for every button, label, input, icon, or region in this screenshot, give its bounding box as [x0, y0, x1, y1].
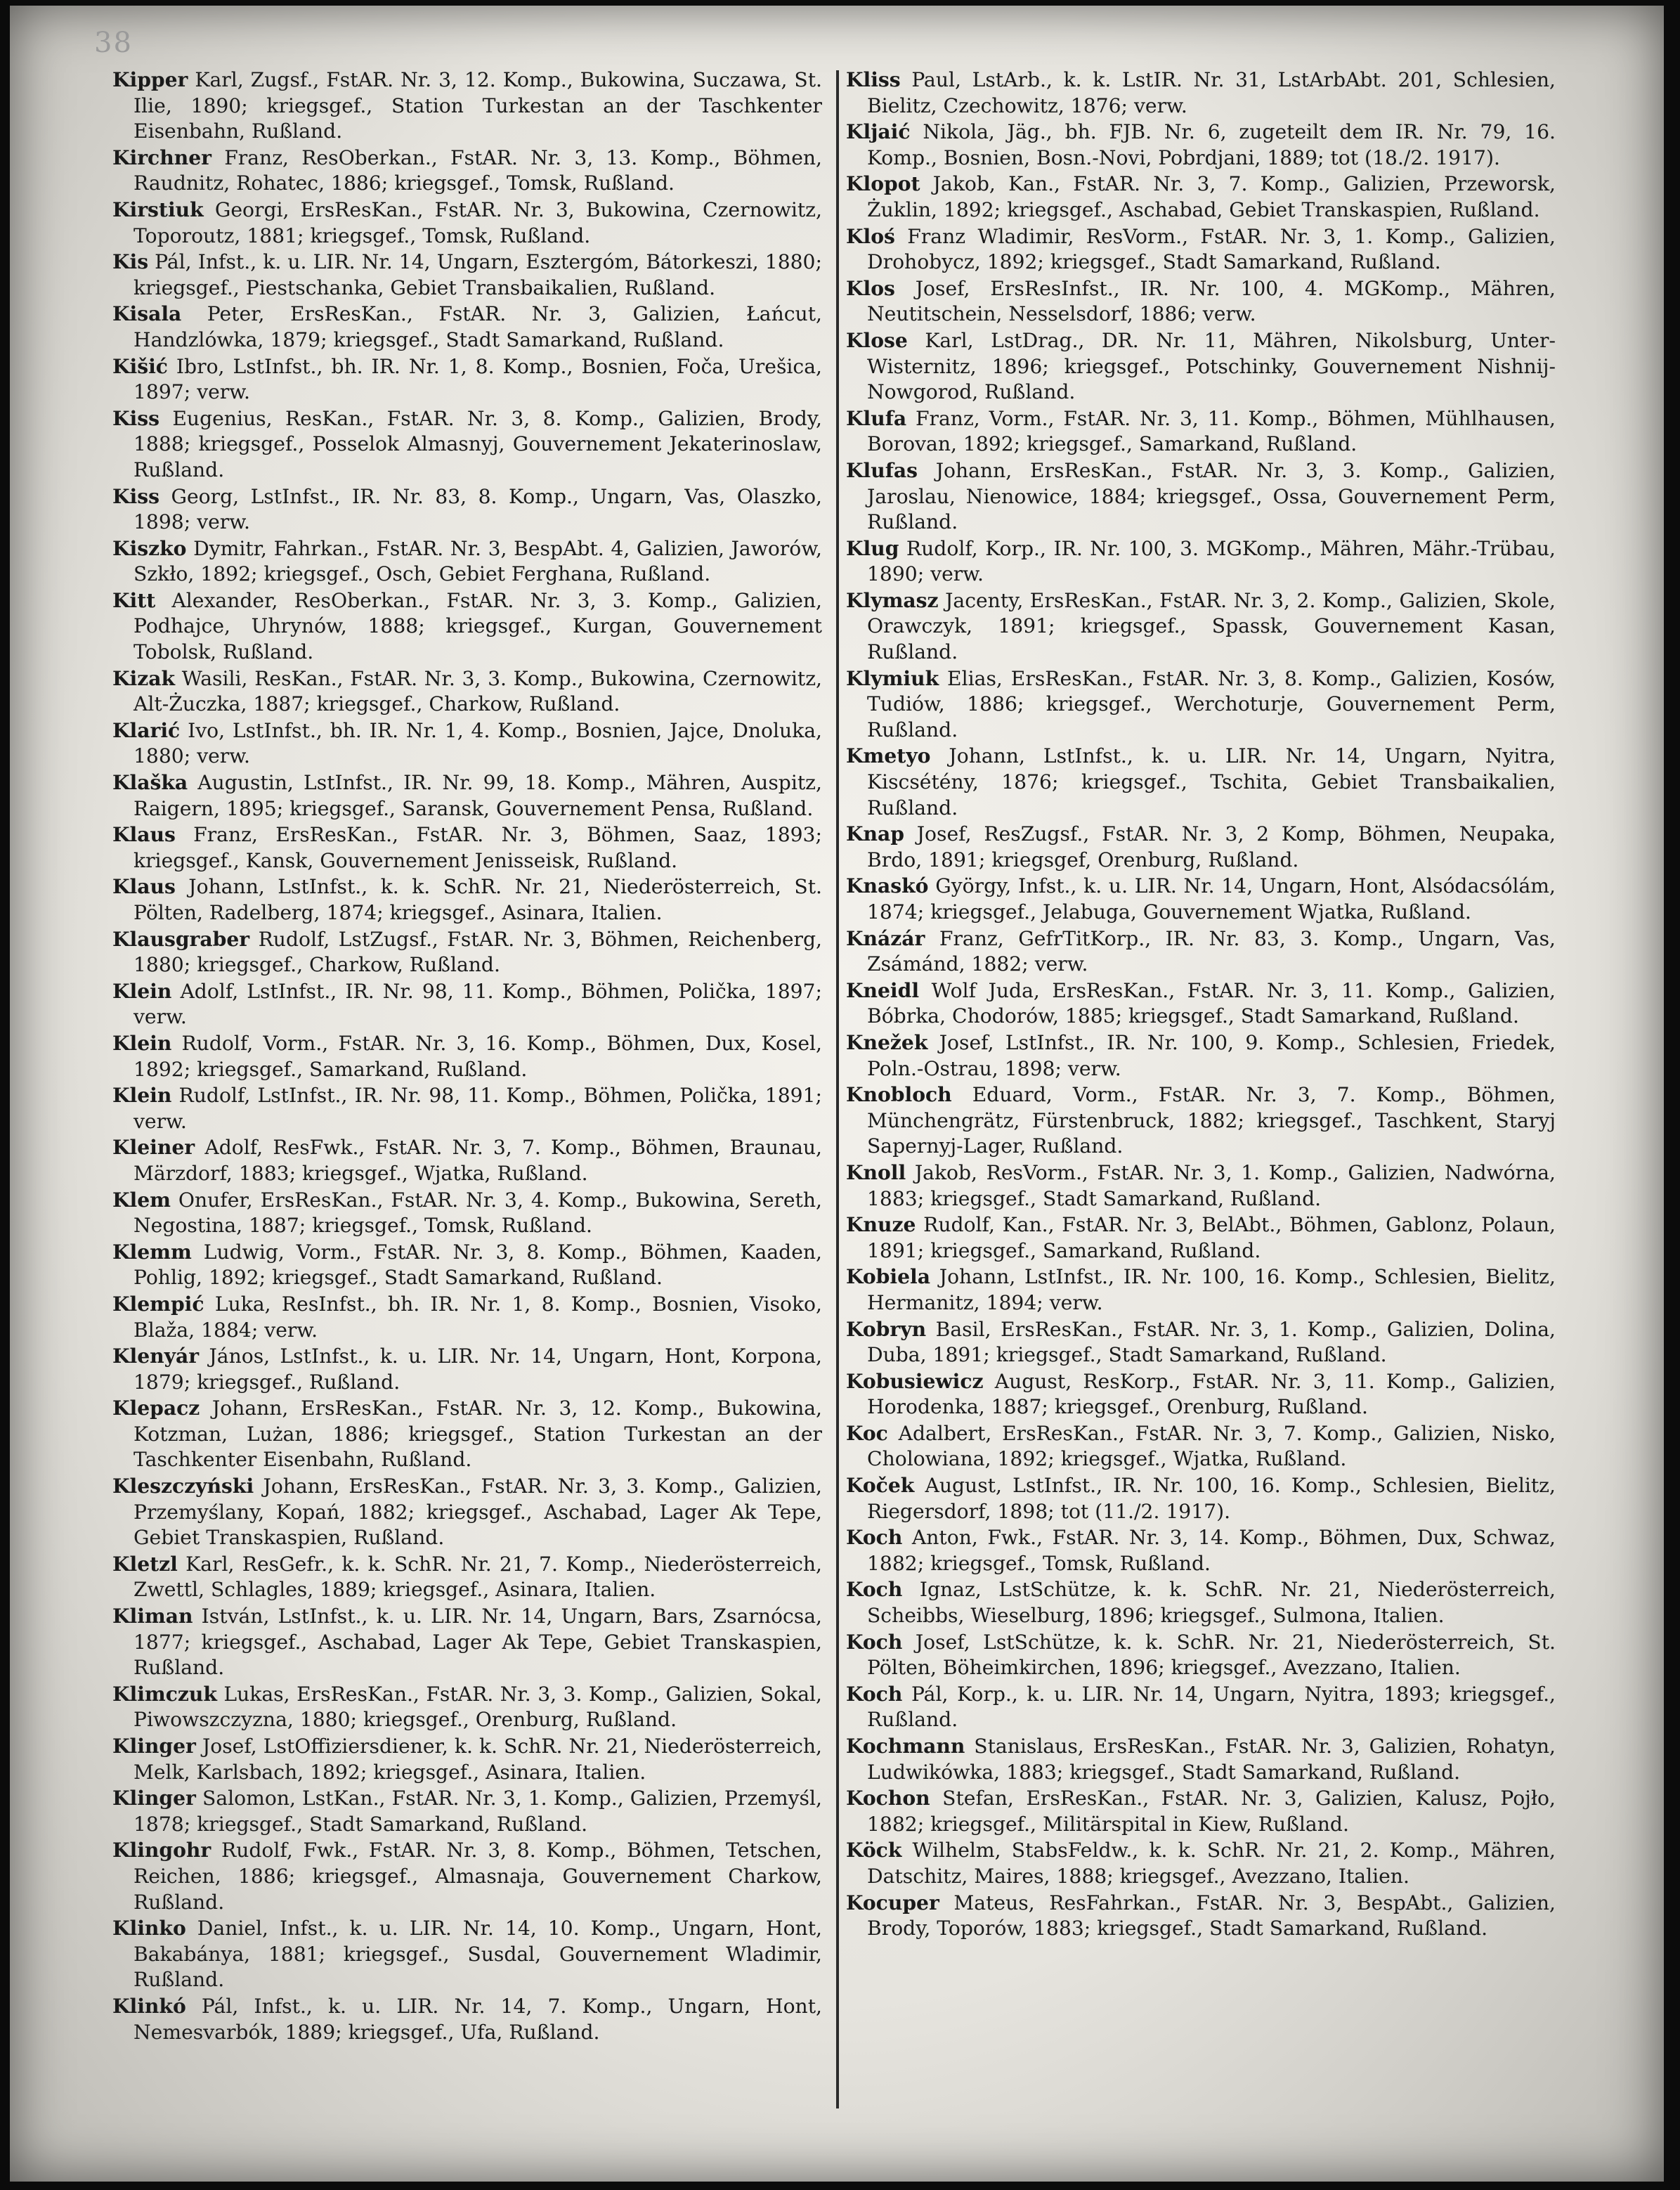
entry-details: Jakob, Kan., FstAR. Nr. 3, 7. Komp., Galizien, Przeworsk, Żuklin, 1892; kriegsgef., Aschabad, Gebiet Transkaspien, Rußland.: [867, 172, 1556, 221]
list-entry: [112, 1838, 822, 1915]
entry-surname: Kliss: [846, 68, 901, 91]
entry-details: Basil, ErsResKan., FstAR. Nr. 3, 1. Komp., Galizien, Dolina, Duba, 1891; kriegsgef., Stadt Samarkand, Rußland.: [867, 1317, 1556, 1367]
entry-surname: Klaus: [112, 823, 176, 847]
entry-details: Jakob, ResVorm., FstAR. Nr. 3, 1. Komp., Galizien, Nadwórna, 1883; kriegsgef., Stadt Samarkand, Rußland.: [867, 1160, 1556, 1210]
list-entry: [846, 1891, 1556, 1942]
entry-surname: Klinger: [112, 1787, 196, 1810]
entry-details: August, LstInfst., IR. Nr. 100, 16. Komp., Schlesien, Bielitz, Riegersdorf, 1898; tot (11./2. 1917).: [867, 1474, 1556, 1523]
list-entry: [846, 1473, 1556, 1524]
entry-details: István, LstInfst., k. u. LIR. Nr. 14, Ungarn, Bars, Zsarnócsa, 1877; kriegsgef., Aschabad, Lager Ak Tepe, Gebiet Transkaspien, Rußland.: [134, 1605, 822, 1680]
entry-details: Wolf Juda, ErsResKan., FstAR. Nr. 3, 11. Komp., Galizien, Bóbrka, Chodorów, 1885; kriegsgef., Stadt Samarkand, Rußland.: [867, 978, 1556, 1028]
list-entry: [846, 171, 1556, 223]
list-entry: [846, 1160, 1556, 1212]
list-entry: [112, 1682, 822, 1733]
list-entry: [112, 1604, 822, 1681]
entry-surname: Kleiner: [112, 1136, 195, 1160]
entry-details: Josef, ResZugsf., FstAR. Nr. 3, 2 Komp, Böhmen, Neupaka, Brdo, 1891; kriegsgef, Orenburg, Rußland.: [867, 822, 1556, 872]
entry-details: Franz, GefrTitKorp., IR. Nr. 83, 3. Komp., Ungarn, Vas, Zsámánd, 1882; verw.: [867, 926, 1556, 976]
entry-surname: Klymasz: [846, 588, 939, 612]
list-entry: [112, 1344, 822, 1395]
list-entry: [112, 718, 822, 770]
list-entry: [112, 302, 822, 353]
list-entry: [112, 406, 822, 484]
entry-surname: Klein: [112, 1084, 172, 1108]
entry-details: Paul, LstArb., k. k. LstIR. Nr. 31, LstArbAbt. 201, Schlesien, Bielitz, Czechowitz, 1876; verw.: [867, 68, 1556, 117]
list-entry: [846, 1577, 1556, 1628]
list-entry: [846, 458, 1556, 536]
entry-details: Rudolf, LstInfst., IR. Nr. 98, 11. Komp., Böhmen, Polička, 1891; verw.: [134, 1084, 822, 1133]
list-entry: [846, 1682, 1556, 1733]
right-column: [846, 67, 1556, 1943]
document-page: [10, 6, 1664, 2182]
entry-surname: Kobiela: [846, 1265, 931, 1289]
list-entry: [112, 536, 822, 588]
entry-surname: Klein: [112, 979, 172, 1003]
entry-details: Rudolf, LstZugsf., FstAR. Nr. 3, Böhmen, Reichenberg, 1880; kriegsgef., Charkow, Rußland.: [134, 927, 822, 977]
entry-surname: Kiszko: [112, 536, 187, 560]
list-entry: [846, 1734, 1556, 1785]
list-entry: [846, 119, 1556, 171]
entry-surname: Knaskó: [846, 874, 929, 898]
entry-surname: Koc: [846, 1421, 888, 1445]
entry-details: Ivo, LstInfst., bh. IR. Nr. 1, 4. Komp., Bosnien, Jajce, Dnoluka, 1880; verw.: [134, 718, 822, 768]
list-entry: [846, 328, 1556, 406]
entry-details: Josef, LstOffiziersdiener, k. k. SchR. Nr. 21, Niederösterreich, Melk, Karlsbach, 1892; kriegsgef., Asinara, Italien.: [134, 1735, 822, 1784]
list-entry: [112, 1188, 822, 1239]
list-entry: [112, 1734, 822, 1785]
list-entry: [112, 1474, 822, 1551]
entry-details: Franz Wladimir, ResVorm., FstAR. Nr. 3, 1. Komp., Galizien, Drohobycz, 1892; kriegsgef., Stadt Samarkand, Rußland.: [867, 224, 1556, 274]
entry-surname: Köck: [846, 1839, 902, 1862]
list-entry: [846, 1212, 1556, 1264]
entry-surname: Kochmann: [846, 1735, 965, 1758]
entry-surname: Klingohr: [112, 1839, 211, 1862]
entry-surname: Klausgraber: [112, 927, 250, 951]
list-entry: [846, 276, 1556, 328]
entry-details: Pál, Infst., k. u. LIR. Nr. 14, Ungarn, Esztergóm, Bátorkeszi, 1880; kriegsgef., Piestschanka, Gebiet Transbaikalien, Rußland.: [134, 250, 822, 299]
list-entry: [112, 354, 822, 406]
entry-surname: Kisala: [112, 302, 182, 326]
entry-details: Johann, LstInfst., IR. Nr. 100, 16. Komp., Schlesien, Bielitz, Hermanitz, 1894; verw.: [867, 1265, 1556, 1314]
entry-details: Eduard, Vorm., FstAR. Nr. 3, 7. Komp., Böhmen, Münchengrätz, Fürstenbruck, 1882; kriegsgef., Taschkent, Staryj Sapernyj-Lager, Rußland.: [867, 1083, 1556, 1158]
entry-surname: Koček: [846, 1474, 915, 1498]
entry-details: Anton, Fwk., FstAR. Nr. 3, 14. Komp., Böhmen, Dux, Schwaz, 1882; kriegsgef., Tomsk, Rußland.: [867, 1526, 1556, 1575]
list-entry: [846, 1630, 1556, 1681]
entry-details: János, LstInfst., k. u. LIR. Nr. 14, Ungarn, Hont, Korpona, 1879; kriegsgef., Rußland.: [134, 1345, 822, 1394]
page-number: 38: [94, 27, 133, 59]
entry-details: Johann, ErsResKan., FstAR. Nr. 3, 3. Komp., Galizien, Przemyślany, Kopań, 1882; kriegsgef., Aschabad, Lager Ak Tepe, Gebiet Transkaspien, Rußland.: [134, 1475, 822, 1550]
list-entry: [846, 822, 1556, 873]
entry-surname: Klimczuk: [112, 1682, 217, 1706]
entry-surname: Kis: [112, 250, 149, 274]
entry-details: Johann, ErsResKan., FstAR. Nr. 3, 3. Komp., Galizien, Jaroslau, Nienowice, 1884; kriegsgef., Ossa, Gouvernement Perm, Rußland.: [867, 458, 1556, 534]
entry-surname: Klose: [846, 328, 908, 352]
entry-details: Pál, Infst., k. u. LIR. Nr. 14, 7. Komp., Ungarn, Hont, Nemesvarbók, 1889; kriegsgef., Ufa, Rußland.: [134, 1994, 822, 2044]
entry-details: Adolf, LstInfst., IR. Nr. 98, 11. Komp., Böhmen, Polička, 1897; verw.: [134, 979, 822, 1029]
list-entry: [112, 979, 822, 1030]
list-entry: [112, 250, 822, 301]
list-entry: [112, 1916, 822, 1993]
entry-surname: Kocuper: [846, 1891, 939, 1914]
entry-details: Rudolf, Kan., FstAR. Nr. 3, BelAbt., Böhmen, Gablonz, Polaun, 1891; kriegsgef., Samarkand, Rußland.: [867, 1213, 1556, 1262]
entry-details: Stefan, ErsResKan., FstAR. Nr. 3, Galizien, Kalusz, Pojło, 1882; kriegsgef., Militärspital in Kiew, Rußland.: [867, 1787, 1556, 1836]
entry-details: Josef, LstSchütze, k. k. SchR. Nr. 21, Niederösterreich, St. Pölten, Böheimkirchen, 1896; kriegsgef., Avezzano, Italien.: [867, 1630, 1556, 1680]
entry-surname: Klemm: [112, 1240, 192, 1264]
entry-details: Johann, LstInfst., k. u. LIR. Nr. 14, Ungarn, Nyitra, Kiscsétény, 1876; kriegsgef., Tschita, Gebiet Transbaikalien, Rußland.: [867, 744, 1556, 819]
list-entry: [112, 1135, 822, 1186]
list-entry: [112, 1031, 822, 1082]
list-entry: [112, 1552, 822, 1603]
entry-surname: Kliman: [112, 1605, 193, 1628]
entry-surname: Kiss: [112, 484, 159, 508]
entry-details: Karl, LstDrag., DR. Nr. 11, Mähren, Nikolsburg, Unter-Wisternitz, 1896; kriegsgef., Potschinky, Gouvernement Nishnij-Nowgorod, Rußland.: [867, 328, 1556, 404]
list-entry: [846, 978, 1556, 1030]
entry-surname: Kipper: [112, 68, 188, 91]
entry-surname: Kneidl: [846, 978, 920, 1002]
entry-details: Ignaz, LstSchütze, k. k. SchR. Nr. 21, Niederösterreich, Scheibbs, Wieselburg, 1896; kriegsgef., Sulmona, Italien.: [867, 1578, 1556, 1628]
list-entry: [112, 770, 822, 822]
list-entry: [846, 744, 1556, 821]
entry-surname: Kirchner: [112, 145, 211, 169]
entry-surname: Klaška: [112, 771, 188, 795]
entry-details: Pál, Korp., k. u. LIR. Nr. 14, Ungarn, Nyitra, 1893; kriegsgef., Rußland.: [867, 1682, 1556, 1732]
list-entry: [112, 145, 822, 197]
entry-surname: Klopot: [846, 172, 920, 196]
entry-surname: Kleszczyński: [112, 1475, 254, 1498]
list-entry: [112, 666, 822, 718]
entry-surname: Knuze: [846, 1213, 916, 1237]
entry-surname: Koch: [846, 1526, 903, 1550]
entry-details: Adalbert, ErsResKan., FstAR. Nr. 3, 7. Komp., Galizien, Nisko, Cholowiana, 1892; kriegsgef., Wjatka, Rußland.: [867, 1421, 1556, 1471]
entry-details: Peter, ErsResKan., FstAR. Nr. 3, Galizien, Łańcut, Handzlówka, 1879; kriegsgef., Stadt Samarkand, Rußland.: [134, 302, 822, 351]
list-entry: [112, 927, 822, 978]
entry-details: Karl, ResGefr., k. k. SchR. Nr. 21, 7. Komp., Niederösterreich, Zwettl, Schlagles, 1889; kriegsgef., Asinara, Italien.: [134, 1552, 822, 1602]
entry-surname: Kobusiewicz: [846, 1369, 984, 1393]
list-entry: [846, 1369, 1556, 1420]
entry-details: Franz, Vorm., FstAR. Nr. 3, 11. Komp., Böhmen, Mühlhausen, Borovan, 1892; kriegsgef., Samarkand, Rußland.: [867, 406, 1556, 456]
column-divider: [836, 70, 839, 2108]
entry-details: Johann, LstInfst., k. k. SchR. Nr. 21, Niederösterreich, St. Pölten, Radelberg, 1874; kriegsgef., Asinara, Italien.: [134, 875, 822, 924]
entry-details: Wilhelm, StabsFeldw., k. k. SchR. Nr. 21, 2. Komp., Mähren, Datschitz, Maires, 1888; kriegsgef., Avezzano, Italien.: [867, 1839, 1556, 1888]
entry-details: Josef, LstInfst., IR. Nr. 100, 9. Komp., Schlesien, Friedek, Poln.-Ostrau, 1898; verw.: [867, 1030, 1556, 1080]
list-entry: [112, 1083, 822, 1134]
entry-surname: Klufas: [846, 458, 918, 482]
entry-details: Nikola, Jäg., bh. FJB. Nr. 6, zugeteilt dem IR. Nr. 79, 16. Komp., Bosnien, Bosn.-Novi, Pobrdjani, 1889; tot (18./2. 1917).: [867, 120, 1556, 169]
entry-surname: Klein: [112, 1031, 172, 1055]
entry-details: Franz, ErsResKan., FstAR. Nr. 3, Böhmen, Saaz, 1893; kriegsgef., Kansk, Gouvernement Jenisseisk, Rußland.: [134, 823, 822, 872]
list-entry: [846, 1082, 1556, 1160]
list-entry: [112, 197, 822, 249]
entry-surname: Knoll: [846, 1160, 906, 1184]
entry-details: Ibro, LstInfst., bh. IR. Nr. 1, 8. Komp., Bosnien, Foča, Urešica, 1897; verw.: [134, 354, 822, 404]
entry-details: Ludwig, Vorm., FstAR. Nr. 3, 8. Komp., Böhmen, Kaaden, Pohlig, 1892; kriegsgef., Stadt Samarkand, Rußland.: [134, 1240, 822, 1290]
list-entry: [846, 1264, 1556, 1316]
list-entry: [112, 874, 822, 926]
entry-details: Karl, Zugsf., FstAR. Nr. 3, 12. Komp., Bukowina, Suczawa, St. Ilie, 1890; kriegsgef., Station Turkestan an der Taschkenter Eisenbahn, Rußland.: [134, 68, 822, 143]
entry-surname: Kizak: [112, 666, 176, 690]
list-entry: [112, 1240, 822, 1291]
list-entry: [846, 926, 1556, 978]
entry-details: Johann, ErsResKan., FstAR. Nr. 3, 12. Komp., Bukowina, Kotzman, Lużan, 1886; kriegsgef., Station Turkestan an der Taschkenter Eisenbahn, Rußland.: [134, 1397, 822, 1472]
entry-details: Rudolf, Korp., IR. Nr. 100, 3. MGKomp., Mähren, Mähr.-Trübau, 1890; verw.: [867, 536, 1556, 586]
entry-details: Onufer, ErsResKan., FstAR. Nr. 3, 4. Komp., Bukowina, Sereth, Negostina, 1887; kriegsgef., Tomsk, Rußland.: [134, 1188, 822, 1238]
entry-surname: Kljaić: [846, 120, 911, 144]
list-entry: [112, 1994, 822, 2045]
list-entry: [846, 406, 1556, 458]
list-entry: [846, 874, 1556, 925]
entry-details: Salomon, LstKan., FstAR. Nr. 3, 1. Komp., Galizien, Przemyśl, 1878; kriegsgef., Stadt Samarkand, Rußland.: [134, 1787, 822, 1836]
entry-details: Rudolf, Fwk., FstAR. Nr. 3, 8. Komp., Böhmen, Tetschen, Reichen, 1886; kriegsgef., Almasnaja, Gouvernement Charkow, Rußland.: [134, 1839, 822, 1914]
entry-details: Eugenius, ResKan., FstAR. Nr. 3, 8. Komp., Galizien, Brody, 1888; kriegsgef., Posselok Almasnyj, Gouvernement Jekaterinoslaw, Rußland.: [134, 406, 822, 481]
list-entry: [846, 224, 1556, 276]
list-entry: [846, 1317, 1556, 1368]
list-entry: [112, 484, 822, 536]
entry-surname: Klarić: [112, 718, 181, 742]
entry-details: August, ResKorp., FstAR. Nr. 3, 11. Komp., Galizien, Horodenka, 1887; kriegsgef., Orenburg, Rußland.: [867, 1369, 1556, 1419]
list-entry: [112, 1786, 822, 1837]
entry-surname: Klos: [846, 276, 895, 300]
entry-surname: Klinger: [112, 1735, 196, 1758]
entry-surname: Kiss: [112, 406, 159, 430]
entry-surname: Knežek: [846, 1030, 928, 1054]
list-entry: [112, 1292, 822, 1343]
entry-surname: Kirstiuk: [112, 197, 204, 221]
entry-details: Alexander, ResOberkan., FstAR. Nr. 3, 3. Komp., Galizien, Podhajce, Uhrynów, 1888; kriegsgef., Kurgan, Gouvernement Tobolsk, Rußland.: [134, 588, 822, 664]
entry-details: György, Infst., k. u. LIR. Nr. 14, Ungarn, Hont, Alsódacsólám, 1874; kriegsgef., Jelabuga, Gouvernement Wjatka, Rußland.: [867, 874, 1556, 924]
entry-surname: Kobryn: [846, 1317, 927, 1341]
entry-surname: Kmetyo: [846, 744, 931, 768]
entry-surname: Klenyár: [112, 1345, 200, 1368]
entry-surname: Klinkó: [112, 1994, 186, 2018]
entry-details: Franz, ResOberkan., FstAR. Nr. 3, 13. Komp., Böhmen, Raudnitz, Rohatec, 1886; kriegsgef., Tomsk, Rußland.: [134, 145, 822, 195]
entry-surname: Knázár: [846, 926, 925, 950]
entry-surname: Klepacz: [112, 1397, 200, 1420]
entry-surname: Klymiuk: [846, 666, 939, 690]
entry-details: Elias, ErsResKan., FstAR. Nr. 3, 8. Komp., Galizien, Kosów, Tudiów, 1886; kriegsgef., Werchoturje, Gouvernement Perm, Rußland.: [867, 666, 1556, 741]
entry-surname: Kloś: [846, 224, 895, 248]
entry-details: Wasili, ResKan., FstAR. Nr. 3, 3. Komp., Bukowina, Czernowitz, Alt-Żuczka, 1887; kriegsgef., Charkow, Rußland.: [134, 666, 822, 716]
list-entry: [846, 67, 1556, 119]
left-column: [112, 67, 822, 2046]
list-entry: [846, 588, 1556, 666]
entry-details: Josef, ErsResInfst., IR. Nr. 100, 4. MGKomp., Mähren, Neutitschein, Nesselsdorf, 1886; verw.: [867, 276, 1556, 326]
entry-details: Luka, ResInfst., bh. IR. Nr. 1, 8. Komp., Bosnien, Visoko, Blaža, 1884; verw.: [134, 1292, 822, 1342]
entry-surname: Klufa: [846, 406, 907, 430]
entry-surname: Koch: [846, 1630, 903, 1654]
list-entry: [846, 1030, 1556, 1082]
entry-surname: Kitt: [112, 588, 156, 612]
entry-surname: Klinko: [112, 1917, 186, 1940]
list-entry: [112, 1396, 822, 1473]
list-entry: [846, 1838, 1556, 1889]
entry-surname: Kochon: [846, 1787, 930, 1810]
list-entry: [846, 1421, 1556, 1472]
entry-surname: Klempić: [112, 1292, 204, 1316]
list-entry: [846, 666, 1556, 744]
entry-details: Jacenty, ErsResKan., FstAR. Nr. 3, 2. Komp., Galizien, Skole, Orawczyk, 1891; kriegsgef., Spassk, Gouvernement Kasan, Rußland.: [867, 588, 1556, 664]
entry-details: Georgi, ErsResKan., FstAR. Nr. 3, Bukowina, Czernowitz, Toporoutz, 1881; kriegsgef., Tomsk, Rußland.: [134, 197, 822, 247]
list-entry: [112, 822, 822, 874]
entry-surname: Klem: [112, 1188, 171, 1212]
list-entry: [846, 1786, 1556, 1837]
entry-details: Adolf, ResFwk., FstAR. Nr. 3, 7. Komp., Böhmen, Braunau, Märzdorf, 1883; kriegsgef., Wjatka, Rußland.: [134, 1136, 822, 1185]
entry-details: Augustin, LstInfst., IR. Nr. 99, 18. Komp., Mähren, Auspitz, Raigern, 1895; kriegsgef., Saransk, Gouvernement Pensa, Rußland.: [134, 771, 822, 820]
entry-surname: Klug: [846, 536, 899, 560]
entry-surname: Knap: [846, 822, 904, 846]
entry-details: Daniel, Infst., k. u. LIR. Nr. 14, 10. Komp., Ungarn, Hont, Bakabánya, 1881; kriegsgef., Susdal, Gouvernement Wladimir, Rußland.: [134, 1917, 822, 1992]
entry-details: Stanislaus, ErsResKan., FstAR. Nr. 3, Galizien, Rohatyn, Ludwikówka, 1883; kriegsgef., Stadt Samarkand, Rußland.: [867, 1735, 1556, 1784]
entry-details: Georg, LstInfst., IR. Nr. 83, 8. Komp., Ungarn, Vas, Olaszko, 1898; verw.: [134, 484, 822, 534]
entry-details: Rudolf, Vorm., FstAR. Nr. 3, 16. Komp., Böhmen, Dux, Kosel, 1892; kriegsgef., Samarkand, Rußland.: [134, 1031, 822, 1081]
entry-details: Dymitr, Fahrkan., FstAR. Nr. 3, BespAbt. 4, Galizien, Jaworów, Szkło, 1892; kriegsgef., Osch, Gebiet Ferghana, Rußland.: [134, 536, 822, 586]
entry-surname: Koch: [846, 1682, 903, 1706]
entry-surname: Kletzl: [112, 1552, 178, 1576]
list-entry: [846, 536, 1556, 588]
entry-surname: Knobloch: [846, 1083, 952, 1107]
list-entry: [112, 588, 822, 666]
list-entry: [112, 67, 822, 145]
entry-details: Lukas, ErsResKan., FstAR. Nr. 3, 3. Komp., Galizien, Sokal, Piwowszczyzna, 1880; kriegsgef., Orenburg, Rußland.: [134, 1682, 822, 1732]
entry-details: Mateus, ResFahrkan., FstAR. Nr. 3, BespAbt., Galizien, Brody, Toporów, 1883; kriegsgef., Stadt Samarkand, Rußland.: [867, 1891, 1556, 1940]
entry-surname: Koch: [846, 1578, 903, 1602]
entry-surname: Kišić: [112, 354, 168, 378]
list-entry: [846, 1525, 1556, 1576]
entry-surname: Klaus: [112, 875, 176, 899]
